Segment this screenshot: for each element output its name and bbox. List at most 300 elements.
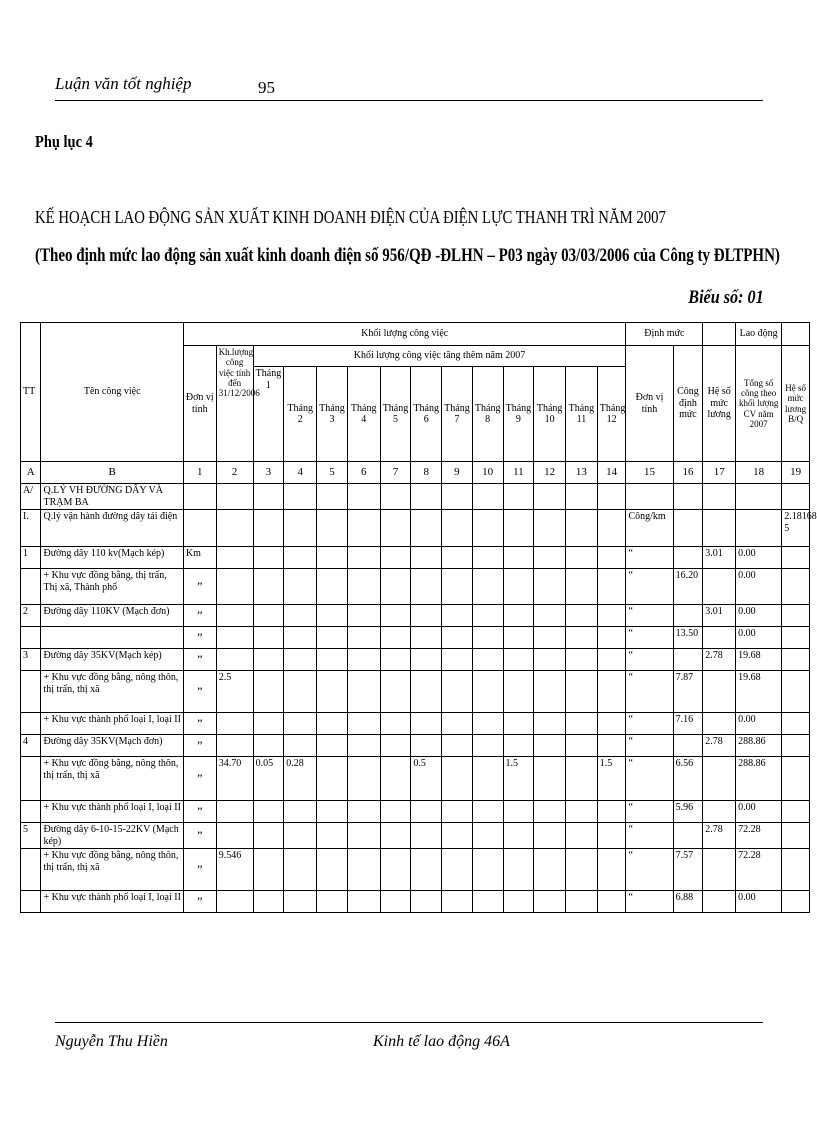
table-cell: [503, 713, 534, 735]
table-cell: [673, 510, 703, 547]
table-cell: [380, 713, 411, 735]
table-cell: [566, 891, 598, 913]
table-cell: [317, 713, 348, 735]
table-cell: [284, 484, 317, 510]
table-cell: [253, 849, 284, 891]
table-cell: [673, 735, 703, 757]
table-cell: [253, 823, 284, 849]
table-cell: [472, 547, 503, 569]
table-cell: 6.88: [673, 891, 703, 913]
table-cell: ”: [183, 823, 216, 849]
table-cell: [347, 605, 380, 627]
table-cell: [597, 801, 626, 823]
table-cell: 3: [21, 649, 41, 671]
table-cell: [347, 849, 380, 891]
table-cell: 0.00: [736, 569, 782, 605]
table-cell: [253, 569, 284, 605]
table-cell: [566, 649, 598, 671]
table-cell: [380, 823, 411, 849]
table-cell: [216, 649, 253, 671]
table-cell: [21, 627, 41, 649]
table-cell: “: [626, 627, 673, 649]
header-blank: [703, 323, 736, 346]
table-cell: [347, 671, 380, 713]
task-name-cell: + Khu vực đồng bằng, nông thôn, thị trấn, thị xã: [41, 757, 183, 801]
table-cell: [411, 735, 442, 757]
table-cell: [782, 547, 810, 569]
column-index: B: [41, 462, 183, 484]
table-cell: [472, 823, 503, 849]
table-cell: [442, 569, 473, 605]
table-row: [21, 735, 810, 757]
table-cell: [566, 547, 598, 569]
table-cell: “: [626, 757, 673, 801]
table-cell: [566, 605, 598, 627]
table-row: [21, 801, 810, 823]
column-index: 5: [317, 462, 348, 484]
document-title: KẾ HOẠCH LAO ĐỘNG SẢN XUẤT KINH DOANH ĐIỆN CỦA ĐIỆN LỰC THANH TRÌ NĂM 2007: [35, 207, 666, 227]
table-cell: [472, 801, 503, 823]
table-cell: [503, 627, 534, 649]
table-cell: [534, 484, 566, 510]
table-row: [21, 823, 810, 849]
table-cell: [703, 484, 736, 510]
table-cell: 1: [21, 547, 41, 569]
table-cell: [782, 484, 810, 510]
header-month: Tháng 9: [503, 367, 534, 462]
table-cell: [216, 547, 253, 569]
table-cell: [284, 547, 317, 569]
table-cell: [216, 823, 253, 849]
table-cell: “: [626, 801, 673, 823]
table-cell: [703, 627, 736, 649]
table-cell: [566, 627, 598, 649]
header-month: Tháng 8: [472, 367, 503, 462]
task-name-cell: Đường dây 35KV(Mạch kép): [41, 649, 183, 671]
column-index: 8: [411, 462, 442, 484]
header-month: Tháng 6: [411, 367, 442, 462]
table-cell: [597, 649, 626, 671]
labor-plan-table: [20, 322, 817, 913]
column-index: 4: [284, 462, 317, 484]
table-row: [21, 891, 810, 913]
table-cell: [472, 605, 503, 627]
table-cell: [782, 605, 810, 627]
table-cell: [284, 569, 317, 605]
table-cell: 0.00: [736, 713, 782, 735]
table-cell: [503, 823, 534, 849]
table-cell: [534, 891, 566, 913]
table-cell: [566, 849, 598, 891]
table-cell: [703, 891, 736, 913]
task-name-cell: Đường dây 110KV (Mạch đơn): [41, 605, 183, 627]
table-cell: 0.00: [736, 627, 782, 649]
table-cell: [411, 547, 442, 569]
table-cell: [216, 569, 253, 605]
table-cell: [411, 849, 442, 891]
table-cell: [284, 735, 317, 757]
table-cell: [472, 649, 503, 671]
table-cell: [703, 569, 736, 605]
header-month: Tháng 11: [566, 367, 598, 462]
table-cell: [503, 735, 534, 757]
table-cell: 6.56: [673, 757, 703, 801]
table-cell: 72.28: [736, 823, 782, 849]
table-cell: [411, 510, 442, 547]
page-number: 95: [258, 78, 275, 97]
footer-author: Nguyễn Thu Hiền: [55, 1033, 168, 1050]
table-cell: “: [626, 547, 673, 569]
column-index: 6: [347, 462, 380, 484]
document-subtitle: (Theo định mức lao động sản xuất kinh doanh điện số 956/QĐ -ĐLHN – P03 ngày 03/03/2006 của Công ty ĐLTPHN): [35, 245, 780, 266]
table-cell: [472, 671, 503, 713]
table-cell: [317, 605, 348, 627]
table-cell: [566, 823, 598, 849]
table-cell: [317, 801, 348, 823]
table-cell: “: [626, 735, 673, 757]
table-cell: [534, 569, 566, 605]
table-cell: [782, 801, 810, 823]
column-index: 16: [673, 462, 703, 484]
column-index: 2: [216, 462, 253, 484]
table-cell: [703, 849, 736, 891]
task-name-cell: + Khu vực đồng bằng, nông thôn, thị trấn, thị xã: [41, 671, 183, 713]
table-cell: [442, 649, 473, 671]
table-cell: [380, 510, 411, 547]
task-name-cell: + Khu vực thành phố loại I, loại II: [41, 801, 183, 823]
table-cell: I.: [21, 510, 41, 547]
column-index: 15: [626, 462, 673, 484]
table-cell: 5: [21, 823, 41, 849]
table-cell: [472, 849, 503, 891]
table-cell: [703, 713, 736, 735]
table-cell: [317, 849, 348, 891]
table-cell: [21, 671, 41, 713]
table-cell: [442, 801, 473, 823]
table-cell: [411, 801, 442, 823]
header-month: Tháng 5: [380, 367, 411, 462]
table-cell: [317, 891, 348, 913]
table-cell: [534, 757, 566, 801]
table-cell: [21, 891, 41, 913]
column-index: 12: [534, 462, 566, 484]
table-cell: Công/km: [626, 510, 673, 547]
header-month: Tháng 7: [442, 367, 473, 462]
table-cell: [253, 627, 284, 649]
table-cell: [380, 671, 411, 713]
table-cell: [347, 823, 380, 849]
table-cell: ”: [183, 569, 216, 605]
table-cell: [380, 484, 411, 510]
task-name-cell: + Khu vực thành phố loại I, loại II: [41, 713, 183, 735]
table-cell: [782, 627, 810, 649]
column-index: 18: [736, 462, 782, 484]
header-workload: Khối lượng công việc: [183, 323, 626, 346]
table-cell: [503, 649, 534, 671]
table-cell: [21, 849, 41, 891]
table-cell: [673, 823, 703, 849]
table-cell: [216, 510, 253, 547]
header-month: Tháng 2: [284, 367, 317, 462]
task-name-cell: Q.LÝ VH ĐƯỜNG DÂY VÀ TRẠM BA: [41, 484, 183, 510]
table-row: [21, 713, 810, 735]
table-cell: [597, 605, 626, 627]
table-cell: [472, 569, 503, 605]
table-cell: ”: [183, 713, 216, 735]
header-norm-unit: Đơn vị tính: [626, 346, 673, 462]
table-cell: [216, 801, 253, 823]
table-cell: 34.70: [216, 757, 253, 801]
table-cell: [534, 849, 566, 891]
column-index: 1: [183, 462, 216, 484]
table-cell: [253, 484, 284, 510]
table-cell: “: [626, 569, 673, 605]
table-cell: [411, 891, 442, 913]
table-cell: [253, 891, 284, 913]
table-cell: [472, 735, 503, 757]
table-row: [21, 547, 810, 569]
table-cell: [411, 649, 442, 671]
table-cell: [317, 757, 348, 801]
table-cell: 0.00: [736, 801, 782, 823]
table-cell: [347, 547, 380, 569]
table-cell: 9.546: [216, 849, 253, 891]
column-index: 11: [503, 462, 534, 484]
table-cell: [284, 823, 317, 849]
table-cell: [21, 713, 41, 735]
task-name-cell: + Khu vực đồng bằng, thị trấn, Thị xã, Thành phố: [41, 569, 183, 605]
table-cell: [347, 713, 380, 735]
table-row: [21, 484, 810, 510]
table-cell: ”: [183, 801, 216, 823]
table-cell: [411, 713, 442, 735]
table-cell: [317, 627, 348, 649]
table-cell: ”: [183, 891, 216, 913]
table-cell: [503, 547, 534, 569]
table-cell: [782, 757, 810, 801]
table-cell: [442, 605, 473, 627]
table-cell: [597, 627, 626, 649]
table-cell: [503, 671, 534, 713]
table-cell: [472, 510, 503, 547]
header-norm-value: Công định mức: [673, 346, 703, 462]
column-index: 7: [380, 462, 411, 484]
header-avg-salary-coef: Hệ số mức lương B/Q: [782, 346, 810, 462]
table-cell: [503, 801, 534, 823]
table-cell: 0.00: [736, 547, 782, 569]
table-cell: [347, 649, 380, 671]
column-index: A: [21, 462, 41, 484]
table-cell: [380, 849, 411, 891]
table-cell: 1.5: [597, 757, 626, 801]
table-cell: [736, 484, 782, 510]
column-index: 10: [472, 462, 503, 484]
table-cell: [673, 547, 703, 569]
table-cell: [183, 510, 216, 547]
table-cell: [442, 891, 473, 913]
table-cell: [503, 510, 534, 547]
table-cell: [597, 713, 626, 735]
header-tt: TT: [21, 323, 41, 462]
table-cell: [253, 801, 284, 823]
table-row: [21, 649, 810, 671]
table-cell: ”: [183, 849, 216, 891]
table-cell: [284, 801, 317, 823]
table-cell: [597, 823, 626, 849]
header-task-name: Tên công việc: [41, 323, 183, 462]
page-header: [55, 72, 763, 101]
table-cell: ”: [183, 757, 216, 801]
table-row: [21, 510, 810, 547]
table-cell: 2.78: [703, 735, 736, 757]
table-cell: “: [626, 671, 673, 713]
table-cell: 2: [21, 605, 41, 627]
task-name-cell: Q.lý vận hành đường dây tải điện: [41, 510, 183, 547]
table-cell: [284, 605, 317, 627]
header-labor: Lao động: [736, 323, 782, 346]
table-cell: [253, 649, 284, 671]
header-month: Tháng 10: [534, 367, 566, 462]
table-row: [21, 627, 810, 649]
table-cell: 7.87: [673, 671, 703, 713]
table-cell: [566, 484, 598, 510]
table-cell: [782, 649, 810, 671]
table-cell: [472, 713, 503, 735]
table-cell: [472, 627, 503, 649]
table-cell: 2.78: [703, 649, 736, 671]
table-cell: 3.01: [703, 605, 736, 627]
table-cell: [566, 757, 598, 801]
table-cell: [597, 484, 626, 510]
table-row: [21, 569, 810, 605]
header-total-workdays: Tổng số công theo khối lượng CV năm 2007: [736, 346, 782, 462]
header-norm: Định mức: [626, 323, 703, 346]
table-cell: “: [626, 605, 673, 627]
table-cell: [411, 484, 442, 510]
table-cell: Km: [183, 547, 216, 569]
table-cell: “: [626, 891, 673, 913]
table-cell: [317, 484, 348, 510]
table-cell: [534, 649, 566, 671]
table-cell: [183, 484, 216, 510]
table-cell: [472, 891, 503, 913]
table-cell: [21, 757, 41, 801]
task-name-cell: Đường dây 110 kv(Mạch kép): [41, 547, 183, 569]
table-cell: [703, 757, 736, 801]
task-name-cell: Đường dây 6-10-15-22KV (Mạch kép): [41, 823, 183, 849]
table-cell: [442, 713, 473, 735]
table-cell: [317, 671, 348, 713]
task-name-cell: [41, 627, 183, 649]
table-cell: [534, 671, 566, 713]
table-cell: [472, 757, 503, 801]
table-cell: [534, 735, 566, 757]
table-cell: [534, 547, 566, 569]
table-cell: [503, 484, 534, 510]
header-unit: Đơn vị tính: [183, 346, 216, 462]
table-cell: [253, 547, 284, 569]
task-name-cell: + Khu vực đồng bằng, nông thôn, thị trấn, thị xã: [41, 849, 183, 891]
table-cell: [782, 671, 810, 713]
header-thesis-label: Luận văn tốt nghiệp: [55, 74, 192, 93]
table-cell: [380, 649, 411, 671]
table-cell: [284, 849, 317, 891]
table-cell: [347, 801, 380, 823]
header-blank: [782, 323, 810, 346]
table-row: [21, 605, 810, 627]
table-cell: [534, 605, 566, 627]
table-cell: [216, 735, 253, 757]
table-cell: [284, 627, 317, 649]
table-cell: [472, 484, 503, 510]
table-cell: [21, 801, 41, 823]
table-cell: 0.00: [736, 605, 782, 627]
column-index: 13: [566, 462, 598, 484]
table-cell: [380, 605, 411, 627]
table-cell: [736, 510, 782, 547]
table-cell: [284, 891, 317, 913]
table-cell: 19.68: [736, 671, 782, 713]
table-cell: [703, 510, 736, 547]
table-cell: [442, 627, 473, 649]
column-index: 14: [597, 462, 626, 484]
table-cell: [626, 484, 673, 510]
table-cell: [284, 649, 317, 671]
table-cell: 2.78: [703, 823, 736, 849]
table-cell: [566, 671, 598, 713]
table-cell: 0.00: [736, 891, 782, 913]
table-row: [21, 671, 810, 713]
table-cell: [597, 671, 626, 713]
header-month: Tháng 1: [253, 367, 284, 462]
table-cell: [782, 891, 810, 913]
table-cell: [534, 627, 566, 649]
table-cell: 1.5: [503, 757, 534, 801]
table-cell: [673, 605, 703, 627]
table-cell: [216, 891, 253, 913]
table-cell: “: [626, 823, 673, 849]
table-cell: “: [626, 713, 673, 735]
table-cell: [380, 569, 411, 605]
table-cell: 2.5: [216, 671, 253, 713]
table-cell: [253, 510, 284, 547]
table-cell: [380, 547, 411, 569]
table-cell: [380, 735, 411, 757]
table-cell: [673, 649, 703, 671]
table-cell: 5.96: [673, 801, 703, 823]
table-cell: [703, 801, 736, 823]
table-cell: [503, 605, 534, 627]
table-cell: 2.18168 5: [782, 510, 810, 547]
table-cell: 0.05: [253, 757, 284, 801]
table-cell: [534, 510, 566, 547]
table-cell: [782, 823, 810, 849]
table-cell: [442, 547, 473, 569]
table-cell: [442, 484, 473, 510]
header-month: Tháng 3: [317, 367, 348, 462]
column-index: 19: [782, 462, 810, 484]
table-cell: [442, 510, 473, 547]
table-cell: [782, 849, 810, 891]
table-row: [21, 849, 810, 891]
table-cell: [566, 510, 598, 547]
table-cell: [442, 671, 473, 713]
table-cell: [347, 627, 380, 649]
table-cell: [347, 735, 380, 757]
table-cell: [782, 735, 810, 757]
table-cell: [503, 849, 534, 891]
table-cell: ”: [183, 627, 216, 649]
